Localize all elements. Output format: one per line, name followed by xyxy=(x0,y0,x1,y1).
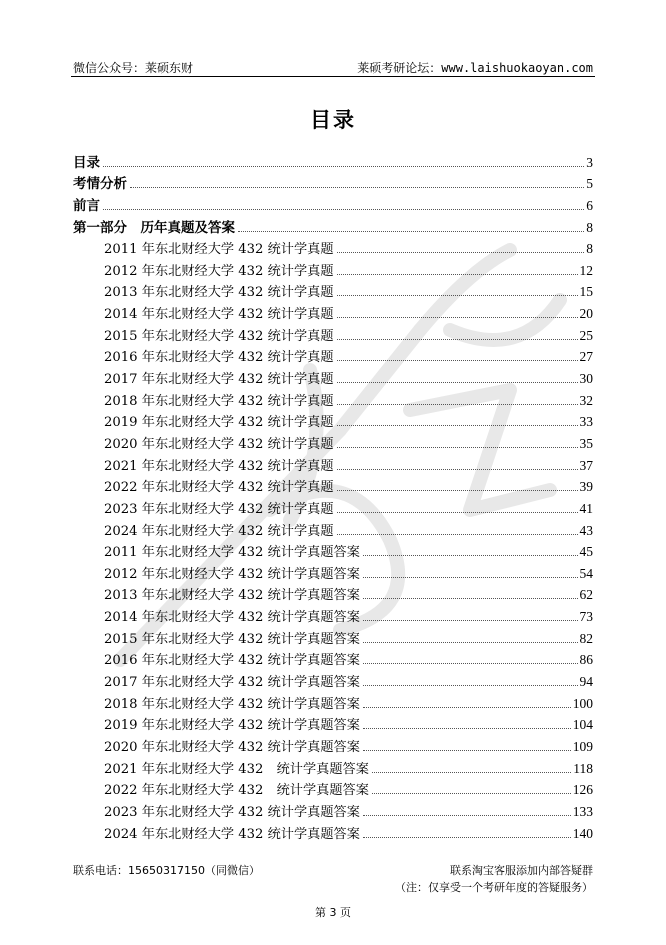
toc-leader-dots xyxy=(337,339,578,340)
toc-entry-title: 2018 年东北财经大学 432 统计学真题 xyxy=(104,393,334,409)
toc-leader-dots xyxy=(337,274,578,275)
toc-entry-page: 20 xyxy=(579,306,593,322)
toc-entry[interactable] xyxy=(73,777,593,799)
toc-entry[interactable] xyxy=(73,300,593,322)
toc-entry-page: 8 xyxy=(586,219,593,235)
toc-entry-page: 82 xyxy=(579,630,593,646)
toc-entry-page: 3 xyxy=(586,154,593,170)
toc-entry-title: 2022 年东北财经大学 432 统计学真题 xyxy=(104,480,334,496)
page-title: 目录 xyxy=(310,108,356,132)
toc-entry[interactable] xyxy=(73,257,593,279)
toc-entry-page: 30 xyxy=(579,371,593,387)
toc-entry-title: 2015 年东北财经大学 432 统计学真题 xyxy=(104,328,334,344)
toc-entry[interactable] xyxy=(73,192,593,214)
toc-entry-title: 2013 年东北财经大学 432 统计学真题答案 xyxy=(104,588,360,604)
toc-entry-title: 2021 年东北财经大学 432 统计学真题 xyxy=(104,458,334,474)
toc-entry-title: 2011 年东北财经大学 432 统计学真题 xyxy=(104,242,334,258)
toc-entry-page: 126 xyxy=(572,782,593,798)
toc-entry[interactable] xyxy=(73,690,593,712)
table-of-contents xyxy=(73,149,593,842)
toc-entry[interactable] xyxy=(73,214,593,236)
toc-leader-dots xyxy=(363,598,578,599)
toc-entry[interactable] xyxy=(73,474,593,496)
toc-entry[interactable] xyxy=(73,820,593,842)
toc-entry[interactable] xyxy=(73,452,593,474)
header-forum-url[interactable]: www.laishuokaoyan.com xyxy=(441,61,593,75)
toc-leader-dots xyxy=(363,663,578,664)
toc-entry[interactable] xyxy=(73,539,593,561)
toc-entry[interactable] xyxy=(73,149,593,171)
toc-leader-dots xyxy=(337,404,578,405)
toc-leader-dots xyxy=(337,295,578,296)
toc-entry-page: 12 xyxy=(579,262,593,278)
toc-entry-title: 目录 xyxy=(73,154,100,171)
toc-entry-title: 2013 年东北财经大学 432 统计学真题 xyxy=(104,285,334,301)
toc-entry-page: 37 xyxy=(579,457,593,473)
toc-leader-dots xyxy=(337,317,578,318)
toc-entry[interactable] xyxy=(73,798,593,820)
toc-entry-page: 32 xyxy=(579,392,593,408)
toc-entry-title: 考情分析 xyxy=(73,176,127,193)
toc-entry-title: 2021 年东北财经大学 432 统计学真题答案 xyxy=(104,761,369,777)
toc-entry-title: 2012 年东北财经大学 432 统计学真题 xyxy=(104,263,334,279)
toc-entry[interactable] xyxy=(73,344,593,366)
toc-entry-page: 54 xyxy=(579,565,593,581)
header-wechat: 微信公众号：莱硕东财 xyxy=(73,61,194,75)
toc-leader-dots xyxy=(372,772,571,773)
toc-entry-title: 2012 年东北财经大学 432 统计学真题答案 xyxy=(104,566,360,582)
toc-entry-page: 118 xyxy=(573,760,593,776)
toc-entry-page: 86 xyxy=(579,652,593,668)
toc-entry-title: 2019 年东北财经大学 432 统计学真题答案 xyxy=(104,718,360,734)
toc-leader-dots xyxy=(363,642,578,643)
toc-entry-title: 2018 年东北财经大学 432 统计学真题答案 xyxy=(104,696,360,712)
toc-entry[interactable] xyxy=(73,171,593,193)
toc-leader-dots xyxy=(363,750,571,751)
toc-entry-page: 43 xyxy=(579,522,593,538)
toc-entry[interactable] xyxy=(73,365,593,387)
toc-entry-page: 62 xyxy=(579,587,593,603)
toc-entry-title: 2024 年东北财经大学 432 统计学真题 xyxy=(104,523,334,539)
toc-leader-dots xyxy=(363,620,578,621)
toc-entry-title: 2016 年东北财经大学 432 统计学真题 xyxy=(104,350,334,366)
toc-entry-page: 25 xyxy=(579,327,593,343)
toc-entry[interactable] xyxy=(73,387,593,409)
toc-leader-dots xyxy=(363,837,571,838)
toc-entry-page: 5 xyxy=(586,176,593,192)
toc-entry[interactable] xyxy=(73,668,593,690)
toc-entry-page: 6 xyxy=(586,197,593,213)
toc-entry[interactable] xyxy=(73,647,593,669)
toc-leader-dots xyxy=(337,469,578,470)
toc-entry-page: 133 xyxy=(572,803,593,819)
toc-leader-dots xyxy=(337,425,578,426)
toc-entry-title: 2020 年东北财经大学 432 统计学真题答案 xyxy=(104,739,360,755)
toc-leader-dots xyxy=(337,382,578,383)
toc-entry-page: 45 xyxy=(579,544,593,560)
toc-entry[interactable] xyxy=(73,560,593,582)
footer-note: （注：仅享受一个考研年度的答疑服务） xyxy=(395,881,593,894)
toc-leader-dots xyxy=(363,728,571,729)
toc-leader-dots xyxy=(363,707,571,708)
toc-entry[interactable] xyxy=(73,755,593,777)
toc-entry[interactable] xyxy=(73,495,593,517)
toc-leader-dots xyxy=(363,685,578,686)
toc-entry-title: 2023 年东北财经大学 432 统计学真题答案 xyxy=(104,804,360,820)
toc-entry[interactable] xyxy=(73,322,593,344)
toc-entry[interactable] xyxy=(73,409,593,431)
toc-leader-dots xyxy=(372,793,571,794)
toc-entry-title: 2022 年东北财经大学 432 统计学真题答案 xyxy=(104,783,369,799)
toc-entry[interactable] xyxy=(73,625,593,647)
toc-leader-dots xyxy=(130,187,584,188)
toc-leader-dots xyxy=(363,577,578,578)
page-number: 第 3 页 xyxy=(315,906,351,919)
toc-entry-page: 140 xyxy=(572,825,593,841)
toc-entry-page: 100 xyxy=(572,695,593,711)
toc-leader-dots xyxy=(337,447,578,448)
toc-entry-title: 2015 年东北财经大学 432 统计学真题答案 xyxy=(104,631,360,647)
toc-entry-page: 15 xyxy=(579,284,593,300)
toc-entry[interactable] xyxy=(73,279,593,301)
toc-leader-dots xyxy=(103,209,584,210)
toc-entry-title: 2014 年东北财经大学 432 统计学真题 xyxy=(104,307,334,323)
footer-contact: 联系淘宝客服添加内部答疑群 xyxy=(450,864,593,877)
header-forum xyxy=(357,59,593,76)
toc-entry[interactable] xyxy=(73,430,593,452)
toc-entry-title: 2023 年东北财经大学 432 统计学真题 xyxy=(104,501,334,517)
toc-entry-page: 35 xyxy=(579,435,593,451)
toc-entry-title: 第一部分 历年真题及答案 xyxy=(73,219,235,236)
toc-entry-page: 104 xyxy=(572,717,593,733)
toc-leader-dots xyxy=(337,534,578,535)
toc-entry[interactable] xyxy=(73,603,593,625)
toc-entry-title: 2014 年东北财经大学 432 统计学真题答案 xyxy=(104,610,360,626)
toc-entry[interactable] xyxy=(73,236,593,258)
toc-entry-title: 2017 年东北财经大学 432 统计学真题 xyxy=(104,372,334,388)
toc-entry-page: 39 xyxy=(579,479,593,495)
toc-entry-page: 109 xyxy=(572,738,593,754)
toc-entry-title: 2011 年东北财经大学 432 统计学真题答案 xyxy=(104,545,360,561)
header-forum-label: 莱硕考研论坛： xyxy=(357,61,442,75)
toc-leader-dots xyxy=(238,231,584,232)
toc-leader-dots xyxy=(363,555,578,556)
toc-entry[interactable] xyxy=(73,517,593,539)
header-divider xyxy=(71,76,595,77)
toc-leader-dots xyxy=(363,815,571,816)
toc-entry-title: 2024 年东北财经大学 432 统计学真题答案 xyxy=(104,826,360,842)
toc-entry-title: 2020 年东北财经大学 432 统计学真题 xyxy=(104,436,334,452)
toc-leader-dots xyxy=(337,490,578,491)
toc-leader-dots xyxy=(103,166,584,167)
toc-leader-dots xyxy=(337,252,585,253)
toc-entry[interactable] xyxy=(73,712,593,734)
toc-entry-title: 2017 年东北财经大学 432 统计学真题答案 xyxy=(104,675,360,691)
page-header xyxy=(73,59,593,77)
toc-entry-page: 41 xyxy=(579,500,593,516)
toc-entry-page: 8 xyxy=(586,241,593,257)
toc-entry-title: 2019 年东北财经大学 432 统计学真题 xyxy=(104,415,334,431)
toc-leader-dots xyxy=(337,512,578,513)
toc-entry-title: 2016 年东北财经大学 432 统计学真题答案 xyxy=(104,653,360,669)
toc-entry-page: 73 xyxy=(579,609,593,625)
toc-leader-dots xyxy=(337,360,578,361)
toc-entry[interactable] xyxy=(73,733,593,755)
toc-entry[interactable] xyxy=(73,582,593,604)
toc-entry-page: 94 xyxy=(579,674,593,690)
toc-entry-title: 前言 xyxy=(73,197,100,214)
toc-entry-page: 33 xyxy=(579,414,593,430)
footer-phone: 联系电话：15650317150（同微信） xyxy=(73,864,260,877)
toc-entry-page: 27 xyxy=(579,349,593,365)
